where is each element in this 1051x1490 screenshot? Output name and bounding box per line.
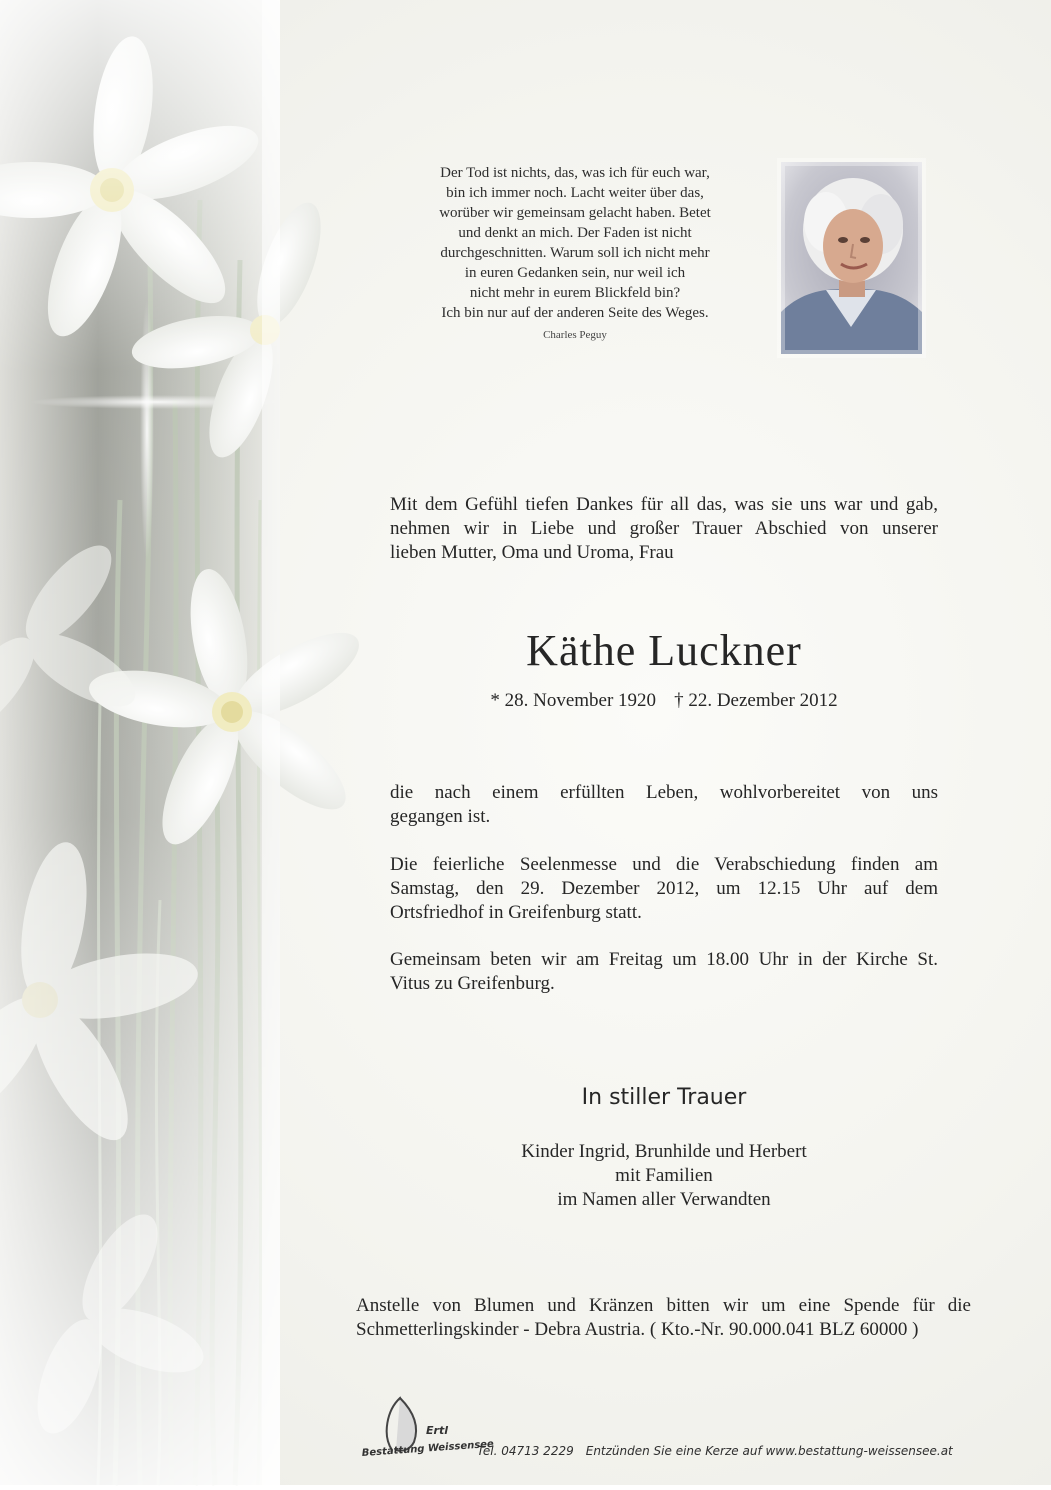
funeral-home-footer bbox=[362, 1390, 982, 1460]
life-dates bbox=[390, 690, 938, 712]
intro-line: lieben Mutter, Oma und Uroma, Frau bbox=[390, 542, 674, 563]
signer-line: mit Familien bbox=[615, 1165, 713, 1186]
donation-line: Anstelle von Blumen und Kränzen bitten wir um eine Spende für die bbox=[356, 1295, 971, 1316]
logo-company: Bestattung Weissensee bbox=[361, 1438, 495, 1459]
life-line: die nach einem erfüllten Leben, wohlvorbereitet von uns bbox=[390, 782, 938, 803]
funeral-home-logo-icon bbox=[361, 1390, 495, 1460]
logo-name: Ertl bbox=[426, 1424, 448, 1437]
donation-line: Schmetterlingskinder - Debra Austria. ( Kto.-Nr. 90.000.041 BLZ 60000 ) bbox=[356, 1319, 919, 1340]
closing-title: In stiller Trauer bbox=[581, 1085, 747, 1110]
death-date: † 22. Dezember 2012 bbox=[674, 690, 838, 711]
signer-line: im Namen aller Verwandten bbox=[557, 1189, 771, 1210]
mass-line: Die feierliche Seelenmesse und die Verabschiedung finden am bbox=[390, 854, 938, 875]
narcissus-flowers-image bbox=[0, 0, 280, 1485]
donation-note bbox=[356, 1294, 971, 1342]
quote-line: worüber wir gemeinsam gelacht haben. Betet bbox=[439, 205, 711, 221]
portrait-image bbox=[781, 162, 922, 354]
prayer-line: Gemeinsam beten wir am Freitag um 18.00 Uhr in der Kirche St. bbox=[390, 949, 938, 970]
flower-image-panel bbox=[0, 0, 280, 1485]
signer-line: Kinder Ingrid, Brunhilde und Herbert bbox=[521, 1141, 807, 1162]
quote-line: nicht mehr in eurem Blickfeld bin? bbox=[469, 285, 681, 301]
intro-line: nehmen wir in Liebe und großer Trauer Abschied von unserer bbox=[390, 518, 938, 539]
quote-line: Ich bin nur auf der anderen Seite des Weges. bbox=[441, 305, 709, 321]
life-paragraph bbox=[390, 781, 938, 829]
birth-date: * 28. November 1920 bbox=[490, 690, 657, 711]
mass-line: Samstag, den 29. Dezember 2012, um 12.15 Uhr auf dem bbox=[390, 878, 938, 899]
prayer-line: Vitus zu Greifenburg. bbox=[390, 973, 555, 994]
portrait-photo bbox=[781, 162, 922, 354]
footer-phone: Tel. 04713 2229 bbox=[477, 1444, 574, 1458]
quote-line: in euren Gedanken sein, nur weil ich bbox=[464, 265, 686, 281]
quote-author: Charles Peguy bbox=[543, 329, 607, 341]
quote-line: durchgeschnitten. Warum soll ich nicht mehr bbox=[440, 245, 710, 261]
intro-line: Mit dem Gefühl tiefen Dankes für all das, was sie uns war und gab, bbox=[390, 494, 938, 515]
life-line: gegangen ist. bbox=[390, 806, 491, 827]
prayer-paragraph bbox=[390, 948, 938, 996]
footer-candle-link[interactable]: Entzünden Sie eine Kerze auf www.bestattung-weissensee.at bbox=[585, 1444, 953, 1458]
mass-line: Ortsfriedhof in Greifenburg statt. bbox=[390, 902, 642, 923]
mass-paragraph bbox=[390, 853, 938, 925]
intro-paragraph bbox=[390, 493, 938, 565]
signers bbox=[390, 1140, 938, 1212]
quote-line: Der Tod ist nichts, das, was ich für euch war, bbox=[440, 165, 710, 181]
quote-line: bin ich immer noch. Lacht weiter über das, bbox=[446, 185, 704, 201]
footer-contact bbox=[477, 1444, 953, 1458]
quote-text bbox=[395, 163, 755, 323]
poem-quote bbox=[395, 163, 755, 341]
deceased-name: Käthe Luckner bbox=[526, 626, 802, 675]
quote-line: und denkt an mich. Der Faden ist nicht bbox=[458, 225, 692, 241]
